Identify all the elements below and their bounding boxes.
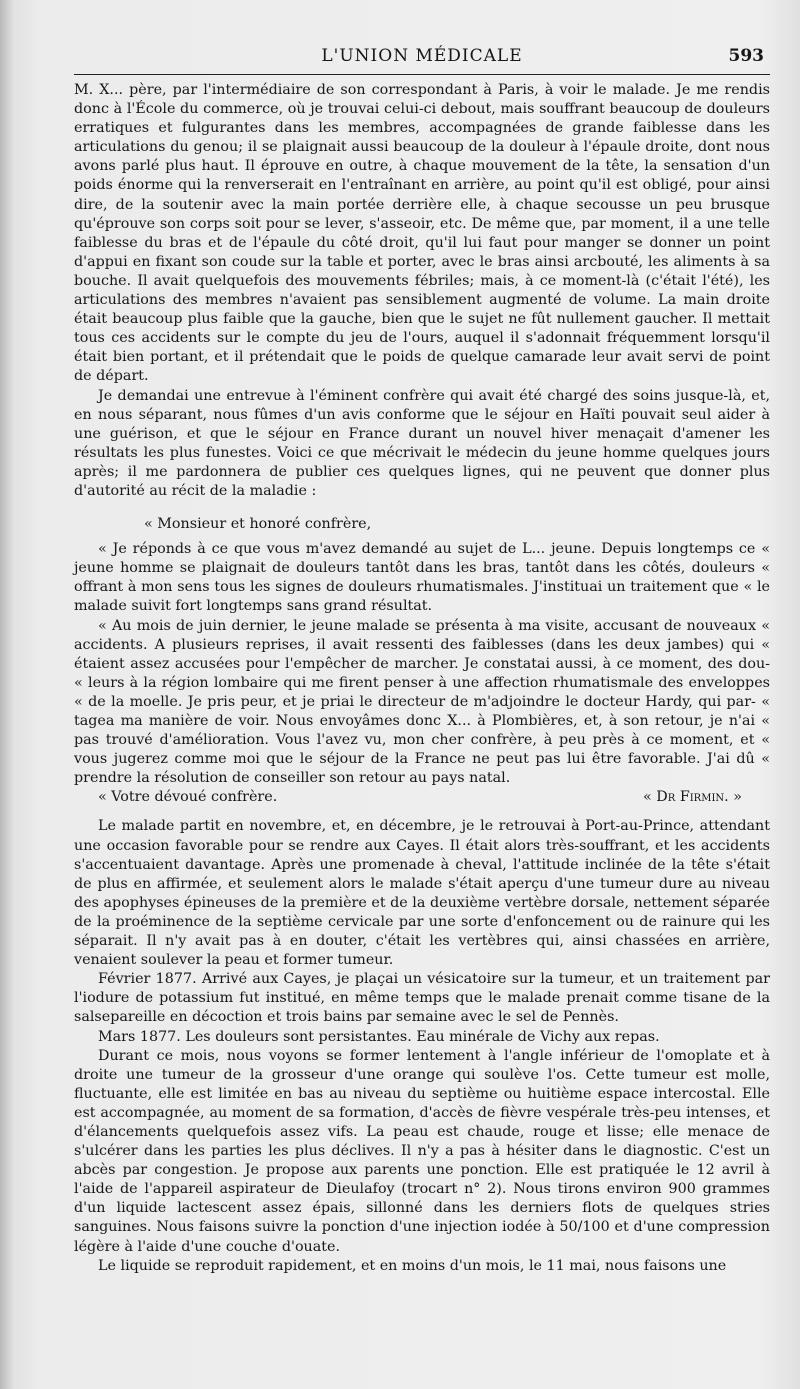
running-title: L'UNION MÉDICALE: [321, 46, 523, 66]
paragraph-7: Le liquide se reproduit rapidement, et en moins d'un mois, le 11 mai, nous faisons une: [98, 1257, 727, 1274]
paragraph-6: Durant ce mois, nous voyons se former lentement à l'angle inférieur de l'omoplate et à droite une tumeur de la grosseur d'une orange qui soulève l'os. Cette tumeur est molle, fluctuante, elle est limitée en bas au niveau du septième ou huitième espace intercostal. Elle est accompagnée, au moment de sa formation, d'accès de fièvre vespérale très-peu intenses, et d'élancements quelquefois assez vifs. La peau est chaude, rouge et lisse; elle menace de s'ulcérer dans les parties les plus déclives. Il n'y a pas à hésiter dans le diagnostic. C'est un abcès par congestion. Je propose aux parents une ponction. Elle est pratiquée le 12 avril à l'aide de l'appareil aspirateur de Dieulafoy (trocart n° 2). Nous tirons environ 900 grammes d'un liquide lactescent assez épais, sillonné dans les derniers flots de quelques stries sanguines. Nous faisons suivre la ponction d'une injection iodée à 50/100 et d'une compression légère à l'aide d'une couche d'ouate.: [74, 1047, 770, 1255]
quoted-letter: [74, 515, 770, 807]
letter-signature: « Dr Firmin. »: [642, 789, 742, 806]
paragraph-2: Je demandai une entrevue à l'éminent confrère qui avait été chargé des soins jusque-là, et, en nous séparant, nous fûmes d'un avis conforme que le séjour en Haïti pouvait seul aider à une guérison, et que le séjour en France durant un nouvel hiver menaçait d'amener les résultats les plus funestes. Voici ce que mécrivait le médecin du jeune homme quelques jours après; il me pardonnera de publier ces quelques lignes, qui ne peuvent que donner plus d'autorité au récit de la maladie :: [74, 387, 770, 499]
paragraph-4: Février 1877. Arrivé aux Cayes, je plaçai un vésicatoire sur la tumeur, et un traitement par l'iodure de potassium fut institué, en même temps que le malade prenait comme tisane de la salsepareille en décoction et trois bains par semaine avec le sel de Pennès.: [74, 971, 770, 1026]
article-body: [74, 81, 770, 1276]
page-header: [74, 44, 770, 75]
paragraph-1: M. X... père, par l'intermédiaire de son correspondant à Paris, à voir le malade. Je me rendis donc à l'École du commerce, où je trouvai celui-ci debout, mais souffrant beaucoup de douleurs erratiques et fulgurantes dans les membres, accompagnées de grande faiblesse dans les articulations du genou; il se plaignait aussi beaucoup de la douleur à l'épaule droite, dont nous avons parlé plus haut. Il éprouve en outre, à chaque mouvement de la tête, la sensation d'un poids énorme qui la renverserait en l'entraînant en arrière, au point qu'il est obligé, pour ainsi dire, de la soutenir avec la main portée derrière elle, à chaque secousse un peu brusque qu'éprouve son corps soit pour se lever, s'asseoir, etc. De même que, par moment, il a une telle faiblesse du bras et de l'épaule du côté droit, qu'il lui faut pour manger se donner un point d'appui en fixant son coude sur la table et porter, avec le bras ainsi arcbouté, les aliments à sa bouche. Il avait quelquefois des mouvements fébriles; mais, à ce moment-là (c'était l'été), les articulations des membres n'avaient pas sensiblement augmenté de volume. La main droite était beaucoup plus faible que la gauche, bien que le sujet ne fût nullement gaucher. Il mettait tous ces accidents sur le compte du jeu de l'ours, auquel il s'adonnait fréquemment lorsqu'il était bien portant, et il prétendait que le poids de quelque camarade leur avait servi de point de départ.: [74, 82, 770, 385]
letter-closing-text: « Votre dévoué confrère.: [98, 789, 278, 806]
paragraph-3: Le malade partit en novembre, et, en décembre, je le retrouvai à Port-au-Prince, attendant une occasion favorable pour se rendre aux Cayes. Il était alors très-souffrant, et les accidents s'accentuaient davantage. Après une promenade à cheval, l'attitude inclinée de la tête s'était de plus en affirmée, et seulement alors le malade s'était aperçu d'une tumeur dure au niveau des apophyses épineuses de la première et de la deuxième vertèbre dorsale, nettement séparée de la proéminence de la septième cervicale par une sorte d'enfoncement ou de rainure qui les séparait. Il n'y avait pas à en douter, c'était les vertèbres qui, ainsi chassées en arrière, venaient soulever la peau et former tumeur.: [74, 818, 770, 969]
letter-paragraph-2: « Au mois de juin dernier, le jeune malade se présenta à ma visite, accusant de nouveaux « accidents. A plusieurs reprises, il avait ressenti des faiblesses (dans les deux jambes) qui « étaient assez accusées pour l'empêcher de marcher. Je constatai aussi, à ce moment, des dou- « leurs à la région lombaire qui me firent penser à une affection rhumatismale des enveloppes « de la moelle. Je pris peur, et je priai le directeur de m'adjoindre le docteur Hardy, qui par- « tagea ma manière de voir. Nous envoyâmes donc X... à Plombières, et, à son retour, je n'ai « pas trouvé d'amélioration. Vous l'avez vu, mon cher confrère, à peu près à ce moment, et « vous jugerez comme moi que le séjour de la France ne peut pas lui être favorable. J'ai dû « prendre la résolution de conseiller son retour au pays natal.: [74, 617, 770, 787]
letter-salutation: « Monsieur et honoré confrère,: [144, 516, 372, 533]
letter-paragraph-1: « Je réponds à ce que vous m'avez demandé au sujet de L... jeune. Depuis longtemps ce « jeune homme se plaignait de douleurs tantôt dans les bras, tantôt dans les côtés, douleurs « offrant à mon sens tous les signes de douleurs rhumatismales. J'instituai un traitement que « le malade suivit fort longtemps sans grand résultat.: [74, 541, 770, 615]
paragraph-5: Mars 1877. Les douleurs sont persistantes. Eau minérale de Vichy aux repas.: [98, 1028, 660, 1045]
letter-closing: [74, 788, 770, 807]
page-number: 593: [728, 46, 764, 66]
